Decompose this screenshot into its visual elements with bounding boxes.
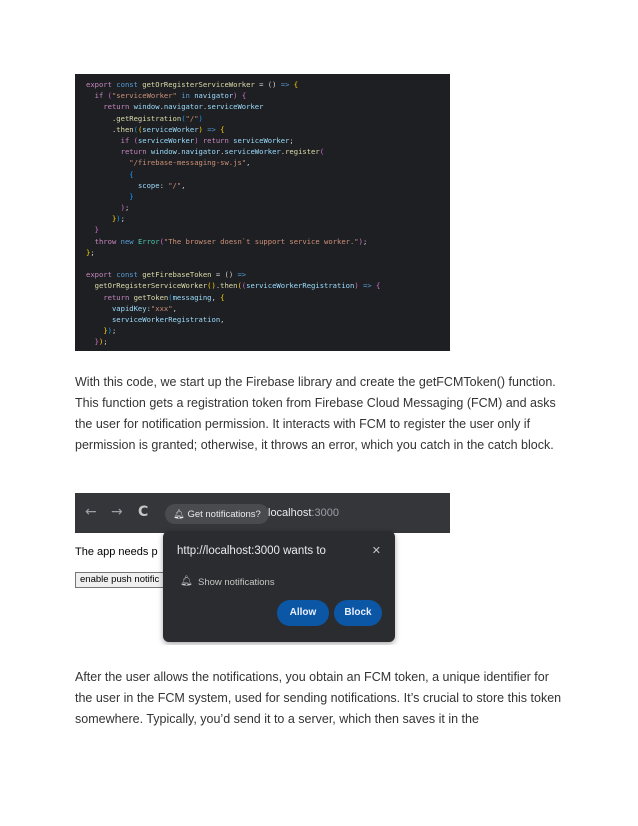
code-token: .: [159, 102, 164, 112]
browser-toolbar: [75, 493, 450, 533]
code-token: [86, 102, 103, 111]
code-token: getOrRegisterServiceWorker: [142, 80, 255, 89]
code-token: return: [202, 135, 229, 145]
code-line: [86, 157, 450, 168]
code-line: [86, 113, 450, 124]
code-token: serviceWorker: [224, 147, 281, 157]
code-line: [86, 202, 450, 213]
code-token: .: [220, 147, 225, 157]
code-token: [86, 214, 112, 223]
url-port: :3000: [311, 507, 339, 519]
code-line: [86, 258, 450, 269]
code-token: {: [241, 91, 247, 101]
code-token: }: [94, 337, 99, 347]
code-token: Error: [137, 236, 160, 246]
code-token: vapidKey: [111, 303, 147, 313]
chip-label: Get notifications?: [187, 509, 261, 520]
code-token: navigator: [194, 91, 234, 101]
code-token: ,: [172, 303, 177, 313]
code-token: then: [220, 281, 238, 291]
code-token: [86, 158, 129, 167]
code-token: "/": [168, 180, 182, 190]
code-line: [86, 90, 450, 101]
code-token: = (): [211, 270, 238, 280]
code-token: navigator: [163, 102, 203, 112]
code-token: [86, 293, 103, 302]
code-token: return: [103, 102, 130, 112]
code-token: register: [285, 147, 320, 157]
code-token: serviceWorkerRegistration: [111, 314, 221, 324]
code-token: getRegistration: [116, 113, 182, 123]
code-token: =>: [237, 270, 247, 280]
code-token: ;: [289, 135, 294, 145]
url-host: localhost: [268, 507, 312, 519]
code-token: ,: [246, 158, 251, 168]
code-token: }: [86, 247, 91, 257]
code-token: ;: [103, 337, 108, 347]
code-token: ): [194, 135, 199, 145]
code-token: }: [94, 225, 99, 235]
code-token: serviceWorker: [207, 102, 264, 112]
code-token: [86, 281, 95, 290]
block-button[interactable]: Block: [334, 600, 382, 626]
code-line: [86, 79, 450, 90]
forward-arrow-icon[interactable]: →: [111, 504, 123, 520]
page-body-text: The app needs p: [75, 546, 158, 558]
paragraph-2: [75, 667, 565, 730]
code-token: ): [116, 214, 121, 224]
code-token: ): [198, 124, 203, 134]
code-token: [86, 147, 121, 156]
code-line: [86, 180, 450, 191]
code-token: if: [94, 91, 104, 101]
code-token: :: [146, 303, 151, 313]
code-token: "The browser doesn`t support service worker.": [163, 236, 359, 246]
code-token: window: [150, 147, 177, 157]
code-token: [86, 225, 95, 234]
code-token: ;: [362, 236, 368, 246]
notification-permission-chip[interactable]: [165, 504, 269, 524]
code-token: in: [181, 91, 190, 101]
paragraph-1: [75, 372, 565, 456]
enable-push-button[interactable]: enable push notific: [75, 572, 175, 588]
code-token: if: [120, 135, 130, 145]
code-token: ;: [120, 214, 125, 224]
code-token: (: [237, 281, 242, 291]
code-token: scope: [137, 180, 160, 190]
code-token: getOrRegisterServiceWorker: [94, 281, 208, 291]
code-token: "/firebase-messaging-sw.js": [129, 158, 247, 168]
code-token: "serviceWorker": [111, 91, 177, 101]
code-line: [86, 146, 450, 157]
code-token: {: [375, 281, 381, 291]
code-token: (: [181, 113, 186, 123]
code-token: [86, 315, 112, 324]
code-token: [86, 304, 112, 313]
code-token: "xxx": [150, 303, 173, 313]
dialog-title: http://localhost:3000 wants to: [177, 545, 326, 557]
code-token: getFirebaseToken: [142, 270, 212, 280]
code-token: "/": [185, 113, 199, 123]
code-token: .: [176, 147, 182, 157]
dialog-permission-item: Show notifications: [198, 577, 275, 588]
code-token: =>: [207, 124, 216, 134]
code-token: ): [198, 113, 203, 123]
code-line: [86, 236, 450, 247]
code-token: ;: [111, 326, 117, 336]
allow-button[interactable]: Allow: [277, 600, 329, 626]
code-token: serviceWorker: [137, 135, 195, 145]
bell-icon: 🔔︎: [173, 509, 185, 519]
code-token: [86, 237, 95, 246]
code-token: ): [98, 337, 104, 347]
code-token: new: [120, 236, 134, 246]
code-token: [86, 337, 95, 346]
code-token: (): [207, 281, 216, 291]
paragraph-2-text: After the user allows the notifications, you obtain an FCM token, a unique identifier for the user in the FCM system, used for sending notifications. It’s crucial to store this token somewhere. Typically, you’d send it to a server, which then saves it in the: [75, 670, 562, 726]
code-token: [86, 91, 95, 100]
code-token: ): [120, 203, 125, 213]
browser-permission-screenshot: [75, 493, 450, 645]
code-token: return: [120, 147, 147, 157]
code-token: {: [220, 292, 225, 302]
code-token: .: [86, 124, 117, 134]
code-line: [86, 303, 450, 314]
code-token: [86, 170, 129, 179]
code-token: serviceWorkerRegistration: [246, 281, 355, 291]
code-token: const: [116, 270, 143, 280]
code-line: [86, 224, 450, 235]
code-token: ,: [211, 292, 221, 302]
code-token: (: [241, 281, 247, 291]
code-token: [86, 203, 121, 212]
code-token: (: [319, 147, 325, 157]
code-token: ): [354, 281, 359, 291]
code-line: [86, 292, 450, 303]
permission-dialog: [163, 531, 395, 642]
code-token: }: [129, 191, 134, 201]
code-token: :: [159, 180, 169, 190]
code-line: [86, 325, 450, 336]
code-token: throw: [94, 236, 117, 246]
code-token: (: [133, 124, 138, 134]
code-token: .: [215, 281, 221, 291]
code-token: {: [220, 124, 225, 134]
code-token: [86, 192, 129, 201]
code-token: window: [133, 102, 160, 112]
close-icon[interactable]: ✕: [371, 544, 381, 557]
code-token: navigator: [181, 147, 221, 157]
code-token: =>: [362, 281, 372, 291]
address-bar-url[interactable]: [268, 507, 339, 519]
code-token: const: [116, 80, 143, 89]
code-token: messaging: [172, 292, 212, 302]
code-token: then: [116, 124, 134, 134]
code-token: ): [233, 91, 238, 101]
code-token: (: [159, 236, 164, 246]
code-token: (: [137, 124, 143, 134]
code-line: [86, 124, 450, 135]
code-token: ;: [124, 203, 130, 213]
code-token: ): [358, 236, 363, 246]
bell-icon: 🔔︎: [180, 576, 193, 587]
code-line: [86, 314, 450, 325]
code-token: [86, 326, 103, 335]
code-line: [86, 213, 450, 224]
code-line: [86, 269, 450, 280]
code-token: [86, 136, 121, 145]
code-token: ;: [90, 247, 95, 257]
code-token: serviceWorker: [233, 135, 290, 145]
code-token: .: [86, 113, 117, 123]
code-token: getToken: [133, 292, 169, 302]
code-line: [86, 101, 450, 112]
code-token: ,: [181, 180, 186, 190]
code-token: (: [107, 91, 112, 101]
code-token: {: [293, 80, 299, 89]
code-token: ,: [220, 314, 225, 324]
reload-icon[interactable]: C: [138, 504, 149, 520]
code-token: (: [168, 292, 173, 302]
code-token: = (): [254, 80, 281, 89]
code-token: {: [129, 169, 134, 179]
code-line: [86, 135, 450, 146]
code-screenshot: [75, 74, 450, 351]
code-token: ): [107, 326, 112, 336]
code-line: [86, 280, 450, 291]
code-token: serviceWorker: [142, 124, 199, 134]
code-token: .: [280, 147, 286, 157]
code-token: =>: [280, 80, 290, 89]
code-line: [86, 336, 450, 347]
code-token: export: [86, 80, 117, 89]
code-token: }: [103, 326, 108, 336]
code-token: (: [133, 135, 138, 145]
code-token: [86, 181, 138, 190]
code-line: [86, 247, 450, 258]
code-token: export: [86, 270, 117, 280]
code-token: return: [103, 292, 130, 302]
paragraph-1-text: With this code, we start up the Firebase library and create the getFCMToken() function. This function gets a registration token from Firebase Cloud Messaging (FCM) and asks the user for notification permission. It interacts with FCM to register the user only if permission is granted; otherwise, it throws an error, which you catch in the catch block.: [75, 375, 556, 452]
code-token: }: [111, 214, 117, 224]
code-token: .: [202, 102, 208, 112]
back-arrow-icon[interactable]: ←: [85, 504, 97, 520]
code-line: [86, 169, 450, 180]
code-line: [86, 191, 450, 202]
